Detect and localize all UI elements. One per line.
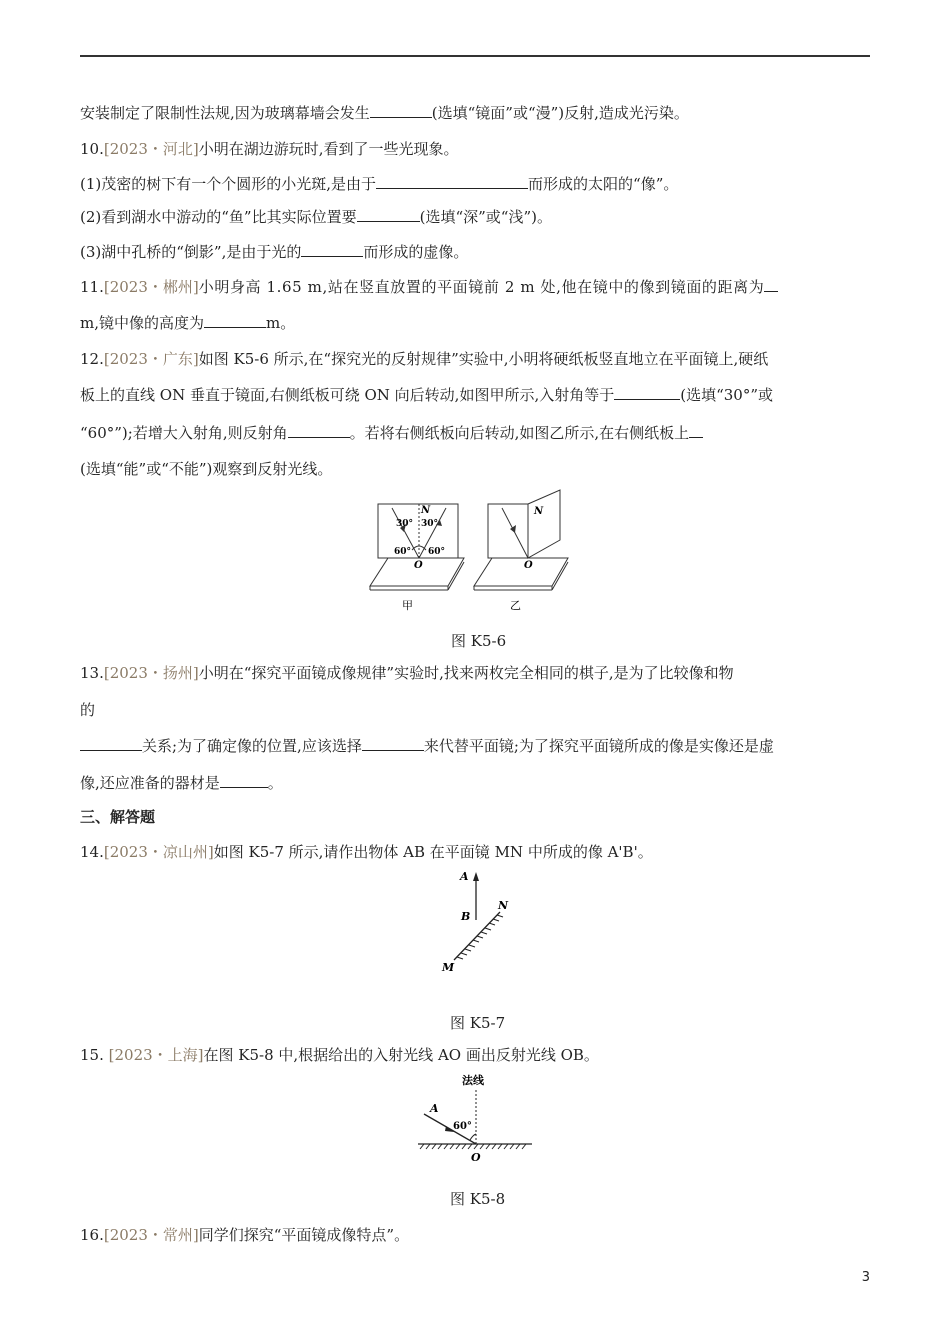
question-text: 小明在湖边游玩时,看到了一些光现象。	[198, 140, 459, 158]
answer-blank	[764, 277, 778, 292]
question-text: 。	[267, 774, 283, 792]
label-m: M	[442, 961, 455, 974]
part-text: (1)茂密的树下有一个个圆形的小光斑,是由于	[80, 175, 377, 193]
question-number: 12.	[80, 350, 104, 368]
question-source: [2023・凉山州]	[103, 843, 214, 861]
q13-line1	[80, 663, 734, 683]
q15-line	[80, 1045, 599, 1065]
label-n: N	[534, 506, 544, 517]
question-text: 如图 K5-7 所示,请作出物体 AB 在平面镜 MN 中所成的像 A'B'。	[213, 843, 653, 861]
q16-line	[80, 1225, 409, 1245]
paper-board-left	[378, 504, 458, 558]
normal-label: 法线	[462, 1074, 484, 1087]
q10-part1	[80, 174, 678, 194]
q10-part3	[80, 242, 468, 262]
label-30-left: 30°	[396, 519, 414, 529]
q11-line2	[80, 313, 295, 333]
q13-line4	[80, 773, 283, 793]
q13-line3	[80, 736, 774, 756]
q10-stem	[80, 139, 459, 159]
mirror-hatching	[420, 1144, 526, 1149]
question-number: 15.	[80, 1046, 104, 1064]
label-o: O	[524, 560, 533, 571]
answer-blank	[689, 423, 703, 438]
answer-blank	[220, 773, 268, 788]
q12-line3	[80, 423, 703, 443]
part-text: (选填“深”或“浅”)。	[419, 208, 552, 226]
question-text: m,镜中像的高度为	[80, 314, 204, 332]
question-number: 16.	[80, 1226, 104, 1244]
answer-blank	[204, 313, 266, 328]
label-n: N	[498, 899, 509, 912]
label-jia: 甲	[402, 599, 413, 612]
label-yi: 乙	[510, 599, 521, 612]
question-source: [2023・上海]	[103, 1046, 204, 1064]
part-text: 而形成的太阳的“像”。	[528, 175, 679, 193]
question-number: 11.	[80, 278, 104, 296]
label-a: A	[460, 870, 469, 883]
question-text: 小明在“探究平面镜成像规律”实验时,找来两枚完全相同的棋子,是为了比较像和物	[198, 664, 734, 682]
q12-line4	[80, 459, 332, 479]
paper-board-right-fixed	[488, 504, 528, 558]
label-60-left: 60°	[394, 547, 412, 557]
figure-caption: 图 K5-7	[450, 1014, 506, 1032]
answer-blank	[288, 423, 350, 438]
label-o: O	[414, 560, 423, 571]
label-n: N	[421, 505, 431, 516]
angle-arc	[470, 1134, 476, 1140]
label-60-right: 60°	[428, 547, 446, 557]
part-text: (3)湖中孔桥的“倒影”,是由于光的	[80, 243, 302, 261]
question-text: 来代替平面镜;为了探究平面镜所成的像是实像还是虚	[423, 737, 774, 755]
q9-text-2: (选填“镜面”或“漫”)反射,造成光污染。	[431, 104, 689, 122]
figure-k5-8	[412, 1070, 537, 1165]
question-text: 在图 K5-8 中,根据给出的入射光线 AO 画出反射光线 OB。	[203, 1046, 599, 1064]
question-number: 13.	[80, 664, 104, 682]
arrow-head	[473, 872, 479, 881]
question-source: [2023・常州]	[103, 1226, 199, 1244]
question-source: [2023・广东]	[103, 350, 199, 368]
q14-line	[80, 842, 653, 862]
question-text: 的	[80, 701, 96, 719]
question-text: 如图 K5-6 所示,在“探究光的反射规律”实验中,小明将硬纸板竖直地立在平面镜上,硬纸	[198, 350, 769, 368]
question-text: 板上的直线 ON 垂直于镜面,右侧纸板可绕 ON 向后转动,如图甲所示,入射角等于	[80, 386, 615, 404]
page-number: 3	[861, 1270, 870, 1285]
question-number: 10.	[80, 140, 104, 158]
q9-text: 安装制定了限制性法规,因为玻璃幕墙会发生	[80, 104, 370, 122]
answer-blank	[614, 385, 680, 400]
question-source: [2023・河北]	[103, 140, 199, 158]
question-text: 小明身高 1.65 m,站在竖直放置的平面镜前 2 m 处,他在镜中的像到镜面的距离为	[198, 278, 765, 296]
question-text: (选填“能”或“不能”)观察到反射光线。	[80, 460, 333, 478]
q12-line2	[80, 385, 773, 405]
answer-blank	[362, 736, 424, 751]
figure-caption: 图 K5-6	[451, 632, 507, 650]
question-source: [2023・扬州]	[103, 664, 199, 682]
label-o: O	[471, 1151, 481, 1164]
q9-tail-line	[80, 103, 689, 123]
q10-part2	[80, 207, 552, 227]
answer-blank	[80, 736, 142, 751]
part-text: 而形成的虚像。	[363, 243, 469, 261]
header-rule	[80, 55, 870, 57]
question-text: “60°”);若增大入射角,则反射角	[80, 424, 288, 442]
label-b: B	[461, 910, 471, 923]
figure-caption: 图 K5-8	[450, 1190, 506, 1208]
question-text: (选填“30°”或	[680, 386, 774, 404]
answer-blank	[370, 103, 432, 118]
question-text: 。若将右侧纸板向后转动,如图乙所示,在右侧纸板上	[349, 424, 690, 442]
angle-label: 60°	[453, 1121, 472, 1132]
q11-line1	[80, 277, 778, 297]
paper-board-right-rotated	[528, 490, 560, 558]
question-text: 同学们探究“平面镜成像特点”。	[198, 1226, 410, 1244]
figure-k5-6	[360, 488, 600, 618]
figure-k5-7	[430, 868, 530, 978]
mirror-plate-right	[474, 558, 568, 586]
answer-blank	[301, 242, 363, 257]
answer-blank	[357, 207, 420, 222]
question-text: 像,还应准备的器材是	[80, 774, 220, 792]
label-30-right: 30°	[421, 519, 439, 529]
answer-blank	[376, 174, 528, 189]
question-source: [2023・郴州]	[103, 278, 199, 296]
question-text: m。	[266, 314, 296, 332]
q12-line1	[80, 349, 768, 369]
label-a: A	[430, 1102, 439, 1115]
q13-line2	[80, 700, 95, 720]
question-number: 14.	[80, 843, 104, 861]
section-heading: 三、解答题	[80, 808, 156, 826]
question-text: 关系;为了确定像的位置,应该选择	[142, 737, 362, 755]
part-text: (2)看到湖水中游动的“鱼”比其实际位置要	[80, 208, 357, 226]
